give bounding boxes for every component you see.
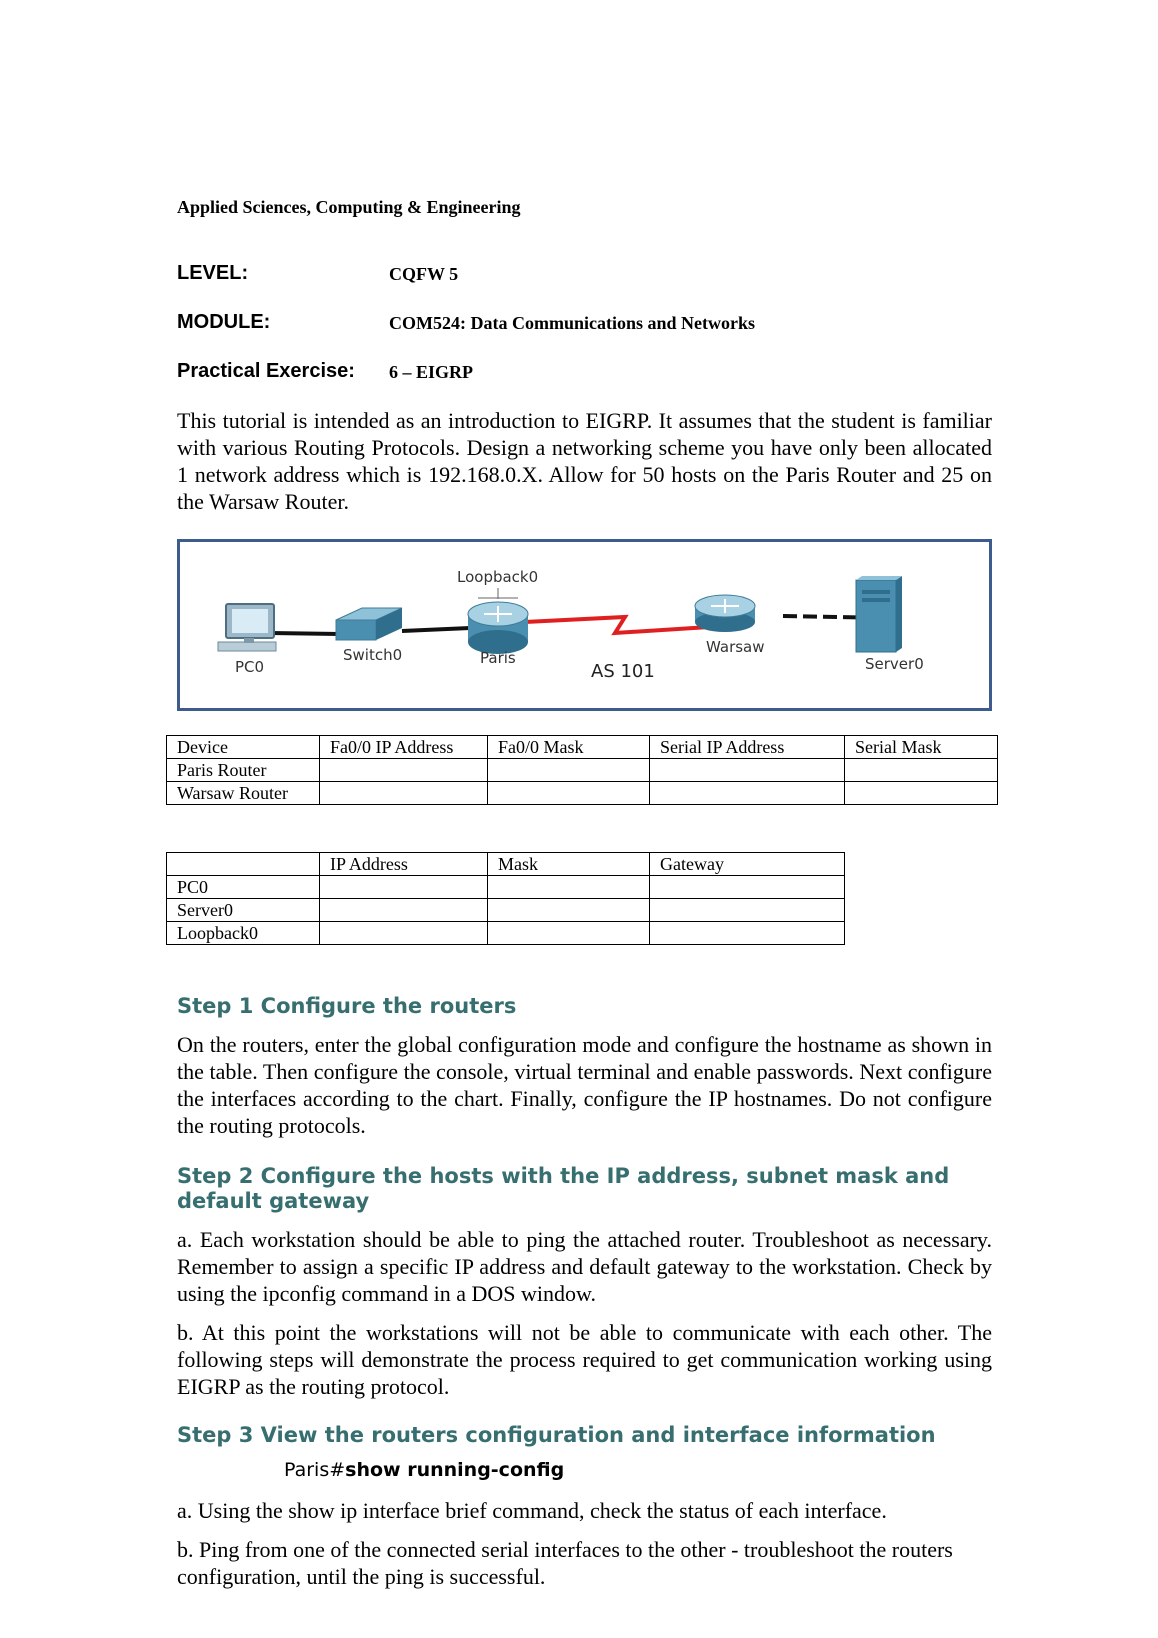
table-cell (650, 899, 845, 922)
table-cell (320, 899, 488, 922)
table-cell (845, 782, 998, 805)
step2-paragraph-a: a. Each workstation should be able to ping the attached router. Troubleshoot as necessary. Remember to assign a specific IP address and default gateway to the workstation. Check by using the ipconfig command in a DOS window. (177, 1227, 992, 1306)
step2-paragraph-b: b. At this point the workstations will not be able to communicate with each other. The following steps will demonstrate the process required to get communication working using EIGRP as the routing protocol. (177, 1320, 992, 1399)
warsaw-router-icon (695, 595, 755, 632)
header-cell: IP Address (320, 853, 488, 876)
table-cell: Warsaw Router (167, 782, 320, 805)
table-cell (320, 759, 488, 782)
pc-icon (218, 604, 276, 651)
header-cell: Fa0/0 IP Address (320, 736, 488, 759)
header-cell: Serial Mask (845, 736, 998, 759)
table-cell (650, 876, 845, 899)
table-cell (488, 922, 650, 945)
switch-label: Switch0 (343, 646, 403, 664)
table-row (167, 899, 845, 922)
step1-heading: Step 1 Configure the routers (177, 994, 517, 1018)
table-header-row (167, 853, 845, 876)
table-row (167, 782, 998, 805)
step3-paragraph-b: b. Ping from one of the connected serial interfaces to the other - troubleshoot the routers configuration, until the ping is successful. (177, 1537, 953, 1589)
step3-paragraph-a: a. Using the show ip interface brief command, check the status of each interface. (177, 1498, 887, 1523)
table-cell (488, 782, 650, 805)
pc-label: PC0 (235, 658, 265, 676)
table-cell (650, 759, 845, 782)
network-diagram (177, 539, 992, 711)
step2-heading: Step 2 Configure the hosts with the IP address, subnet mask and default gateway (177, 1164, 950, 1213)
table-cell (650, 782, 845, 805)
command-prompt: Paris# (284, 1459, 346, 1481)
exercise-value: 6 – EIGRP (389, 362, 474, 382)
table-row (167, 759, 998, 782)
table-cell (488, 876, 650, 899)
intro-paragraph: This tutorial is intended as an introduction to EIGRP. It assumes that the student is familiar with various Routing Protocols. Design a networking scheme you have only been allocated 1 network address which is 192.168.0.X. Allow for 50 hosts on the Paris Router and 25 on the Warsaw Router. (177, 408, 992, 514)
exercise-label: Practical Exercise: (177, 360, 355, 382)
header-cell (167, 853, 320, 876)
switch-icon (336, 608, 402, 640)
level-label: LEVEL: (177, 262, 249, 284)
table-row (167, 922, 845, 945)
table-cell: Paris Router (167, 759, 320, 782)
table-header-row (167, 736, 998, 759)
table-cell: Loopback0 (167, 922, 320, 945)
command-line (284, 1459, 564, 1481)
paris-router-icon (468, 602, 528, 654)
server-label: Server0 (865, 655, 924, 673)
host-address-table (166, 852, 845, 945)
command-text: show running-config (345, 1459, 565, 1481)
table-cell: Server0 (167, 899, 320, 922)
warsaw-label: Warsaw (706, 638, 765, 656)
switch-paris-link (402, 628, 470, 631)
table-cell (488, 899, 650, 922)
level-value: CQFW 5 (389, 264, 459, 284)
header-cell: Serial IP Address (650, 736, 845, 759)
header-cell: Fa0/0 Mask (488, 736, 650, 759)
pc-switch-link (270, 633, 340, 634)
loopback-label: Loopback0 (457, 568, 539, 586)
module-label: MODULE: (177, 311, 271, 333)
module-value: COM524: Data Communications and Networks (389, 313, 755, 333)
table-row (167, 876, 845, 899)
table-cell (488, 759, 650, 782)
as-label: AS 101 (591, 661, 655, 682)
table-cell (845, 759, 998, 782)
table-cell (320, 922, 488, 945)
table-cell (650, 922, 845, 945)
table-cell: PC0 (167, 876, 320, 899)
step1-paragraph: On the routers, enter the global configuration mode and configure the hostname as shown in the table. Then configure the console, virtual terminal and enable passwords. Next configure the interfaces according to the chart. Finally, configure the IP hostnames. Do not configure the routing protocols. (177, 1032, 992, 1138)
header-cell: Mask (488, 853, 650, 876)
server-icon (856, 576, 902, 652)
topology-svg (180, 542, 989, 708)
paris-label: Paris (480, 649, 516, 667)
header-cell: Gateway (650, 853, 845, 876)
step3-heading: Step 3 View the routers configuration and interface information (177, 1423, 936, 1447)
faculty-title: Applied Sciences, Computing & Engineering (177, 197, 521, 217)
table-cell (320, 876, 488, 899)
header-cell: Device (167, 736, 320, 759)
router-address-table (166, 735, 998, 805)
table-cell (320, 782, 488, 805)
